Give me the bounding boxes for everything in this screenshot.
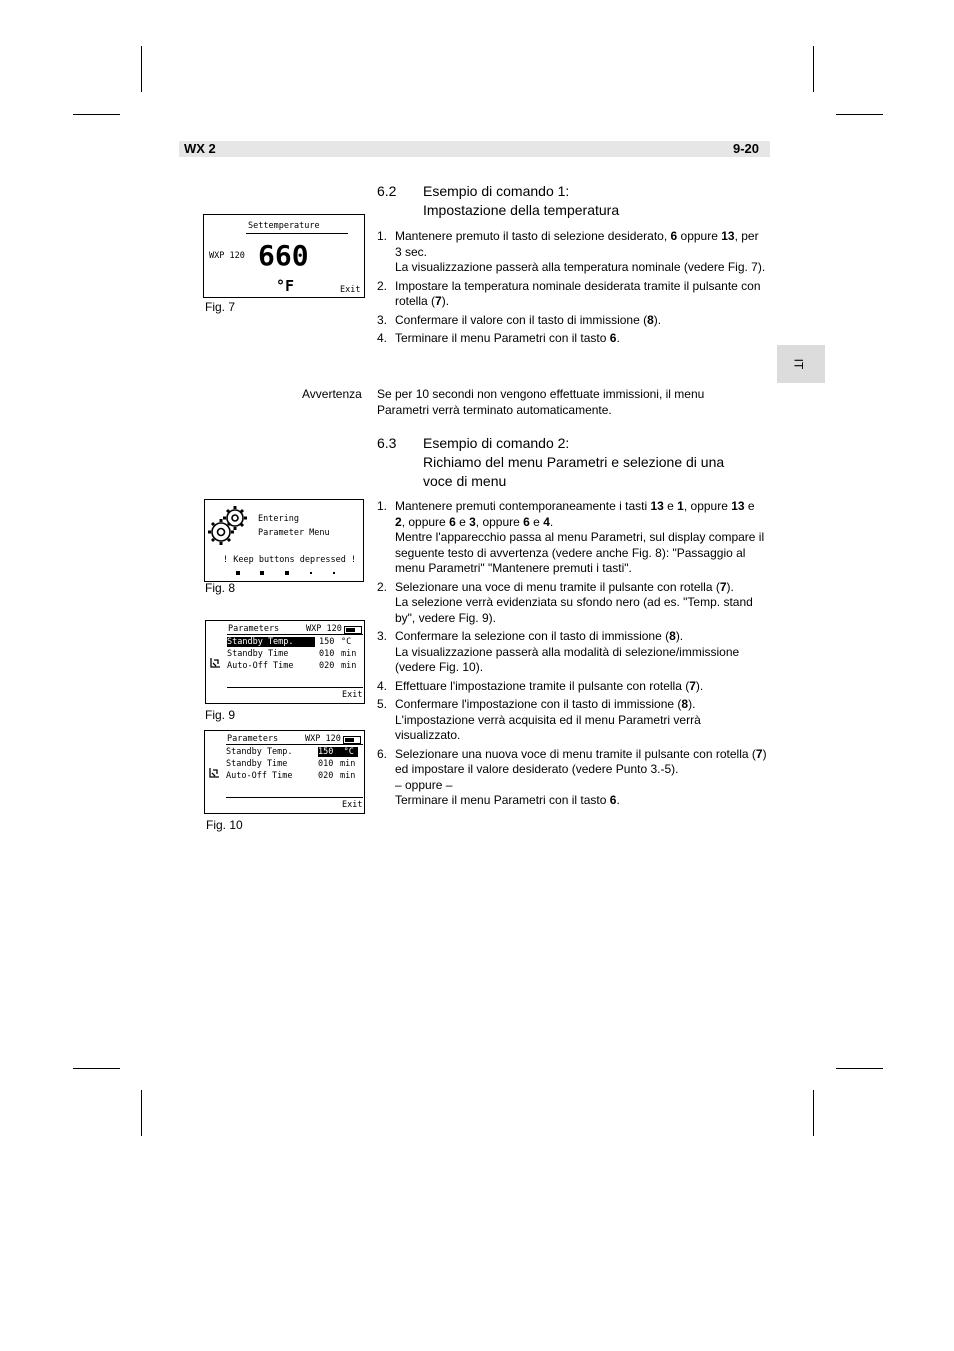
crop-mark [141,46,142,92]
step-text: , per 3 sec. [395,229,759,259]
key-ref: 8 [647,312,654,327]
exit-label: Exit [340,285,361,295]
step-number: 4. [377,678,388,693]
menu-row-unit: °C [341,637,352,647]
battery-icon [343,736,361,744]
step-text: Impostare la temperatura nominale desiderata tramite il pulsante con rotella ( [395,278,761,308]
step-text: e [744,499,755,513]
fig7-display [203,214,365,298]
message-line-3: ! Keep buttons depressed ! [223,555,357,565]
key-ref: 6 [523,514,530,529]
crop-mark [813,1090,814,1136]
title-line-1: Esempio di comando 1: [423,183,570,199]
menu-row-label: Standby Temp. [226,747,293,757]
temperature-unit: °F [276,277,295,295]
figure-caption: Fig. 7 [205,300,236,314]
menu-row-value: 150 [319,637,335,647]
step-text: ). [675,629,684,643]
page-header [179,141,770,157]
key-ref: 13 [650,499,664,513]
key-ref: 8 [681,697,689,711]
menu-row-unit: min [341,649,357,659]
crop-mark [836,1068,883,1069]
list-item [377,747,767,809]
step-text: e [455,514,470,529]
divider [227,687,363,688]
tool-label: WXP 120 [306,624,342,634]
menu-row-value: 010 [319,649,335,659]
step-text: e [663,499,678,513]
steps-6-2 [377,229,767,350]
display-title: Parameters [227,734,279,744]
progress-dot-filled [285,571,289,575]
section-number: 6.2 [377,183,397,199]
crop-mark [73,1068,120,1069]
exit-label[interactable]: Exit [342,800,363,810]
language-tab-label: IT [791,358,806,370]
step-text: . [616,793,620,807]
key-ref: 13 [721,229,735,243]
figure-caption: Fig. 10 [206,818,243,832]
menu-row-value: 020 [319,661,335,671]
figure-caption: Fig. 8 [205,581,236,595]
step-text: , oppure [683,499,732,513]
list-item [377,229,767,276]
menu-row-unit: min [340,771,356,781]
menu-row-label[interactable]: Standby Time [227,649,289,659]
step-text: La visualizzazione passerà alla modalità di selezione/immissione (vedere Fig. 10). [395,644,740,674]
step-text: Mantenere premuti contemporaneamente i tasti [395,499,651,513]
list-item [377,331,767,347]
tool-label: WXP 120 [209,251,245,261]
key-ref: 3 [469,514,476,529]
list-item [377,279,767,310]
step-text: La visualizzazione passerà alla temperatura nominale (vedere Fig. 7). [395,260,766,274]
key-ref: 7 [719,579,727,594]
step-text: Mentre l'apparecchio passa al menu Parametri, sul display compare il seguente testo di avvertenza (vedere anche Fig. 8): "Passaggio al menu Parametri" "Mantenere premuti i tasti". [395,530,765,575]
fig9-display [205,620,365,704]
crop-mark [73,114,120,115]
step-text: La selezione verrà evidenziata su sfondo nero (ad es. "Temp. stand by", vedere Fig. 9). [395,595,753,625]
divider [226,797,363,798]
list-item [377,629,767,676]
key-ref: 1 [677,499,684,513]
key-ref: 7 [755,746,763,761]
menu-row-value-selected[interactable] [318,747,358,757]
step-text: ). [695,678,704,693]
list-item [377,313,767,329]
tool-label: WXP 120 [305,734,341,744]
note-text: Se per 10 secondi non vengono effettuate immissioni, il menu Parametri verrà terminato automaticamente. [377,387,705,417]
step-text: . [616,331,620,345]
crop-mark [141,1090,142,1136]
key-ref: 4 [543,514,550,529]
step-number: 1. [377,499,388,513]
key-ref: 13 [731,499,745,513]
step-text: Effettuare l'impostazione tramite il pulsante con rotella ( [395,678,690,693]
step-text: Terminare il menu Parametri con il tasto [395,331,610,345]
list-item [377,499,767,577]
key-ref: 6 [609,793,617,807]
step-text: Mantenere premuto il tasto di selezione desiderato, [395,229,671,243]
display-heading: Settemperature [248,221,320,231]
tool-holder-icon [209,656,223,670]
menu-row-label[interactable]: Auto-Off Time [227,661,294,671]
section-title [423,182,763,220]
display-title: Parameters [228,624,280,634]
progress-dot-filled [260,571,264,575]
value-text: 150 [318,747,334,757]
tool-holder-icon [208,766,222,780]
divider [226,744,363,745]
step-number: 3. [377,312,388,327]
menu-row-unit: min [341,661,357,671]
key-ref: 7 [435,294,442,308]
unit-text: °C [343,747,354,757]
step-text: ). [441,294,450,308]
list-item [377,580,767,627]
step-text: Confermare la selezione con il tasto di immissione ( [395,629,670,643]
message-line-2: Parameter Menu [258,528,330,538]
battery-icon [344,626,362,634]
key-ref: 6 [609,331,617,345]
step-number: 4. [377,331,388,345]
menu-row-value: 020 [318,771,334,781]
steps-6-3 [377,499,767,812]
step-text: ). [688,697,696,711]
gears-icon [207,503,251,547]
step-text: . [549,514,554,529]
step-text: e [529,514,544,529]
menu-row-value: 010 [318,759,334,769]
step-text: oppure [677,229,722,243]
list-item [377,697,767,744]
step-text: – oppure – [395,777,453,792]
key-ref: 2 [395,514,402,529]
progress-dot-empty [310,572,312,574]
step-number: 2. [377,278,388,293]
progress-dot-empty [333,572,335,574]
message-line-1: Entering [258,514,299,524]
step-number: 1. [377,229,388,243]
step-text: Selezionare una nuova voce di menu tramite il pulsante con rotella ( [395,746,756,761]
section-number: 6.3 [377,435,397,451]
progress-dot-filled [236,571,240,575]
key-ref: 6 [449,514,456,529]
page-number: 9-20 [732,141,759,156]
step-text: Confermare l'impostazione con il tasto di immissione ( [395,697,682,711]
step-text: ). [726,579,734,594]
exit-label[interactable]: Exit [342,690,363,700]
step-text: L'impostazione verrà acquisita ed il menu Parametri verrà visualizzato. [395,712,701,742]
model-name: WX 2 [184,141,216,156]
section-title [423,434,753,491]
step-text: ). [653,312,662,327]
title-line-1: Esempio di comando 2: [423,435,570,451]
crop-mark [813,46,814,92]
fig8-display [204,499,364,582]
title-line-2: Impostazione della temperatura [423,202,620,218]
note-label: Avvertenza [302,387,362,401]
step-number: 6. [377,746,388,761]
step-number: 2. [377,579,388,594]
key-ref: 6 [670,229,678,243]
step-text: ) ed impostare il valore desiderato (vedere Punto 3.-5). [395,746,767,776]
step-text: Selezionare una voce di menu tramite il pulsante con rotella ( [395,579,720,594]
step-text: Terminare il menu Parametri con il tasto [395,793,610,807]
language-tab [777,345,825,383]
step-number: 5. [377,697,388,711]
menu-row-label-selected[interactable]: Standby Temp. [227,637,315,647]
step-text: Confermare il valore con il tasto di immissione ( [395,312,648,327]
divider [246,233,348,234]
step-number: 3. [377,629,388,643]
temperature-value: 660 [258,239,309,272]
list-item [377,679,767,695]
step-text: , oppure [475,514,524,529]
menu-row-label: Standby Time [226,759,288,769]
key-ref: 8 [669,629,676,643]
key-ref: 7 [689,678,696,693]
fig10-display [204,730,365,814]
menu-row-label: Auto-Off Time [226,771,293,781]
menu-row-unit: min [340,759,356,769]
title-line-2: Richiamo del menu Parametri e selezione di una voce di menu [423,454,725,489]
divider [227,634,363,635]
crop-mark [836,114,883,115]
figure-caption: Fig. 9 [205,708,236,722]
step-text: , oppure [401,514,450,529]
